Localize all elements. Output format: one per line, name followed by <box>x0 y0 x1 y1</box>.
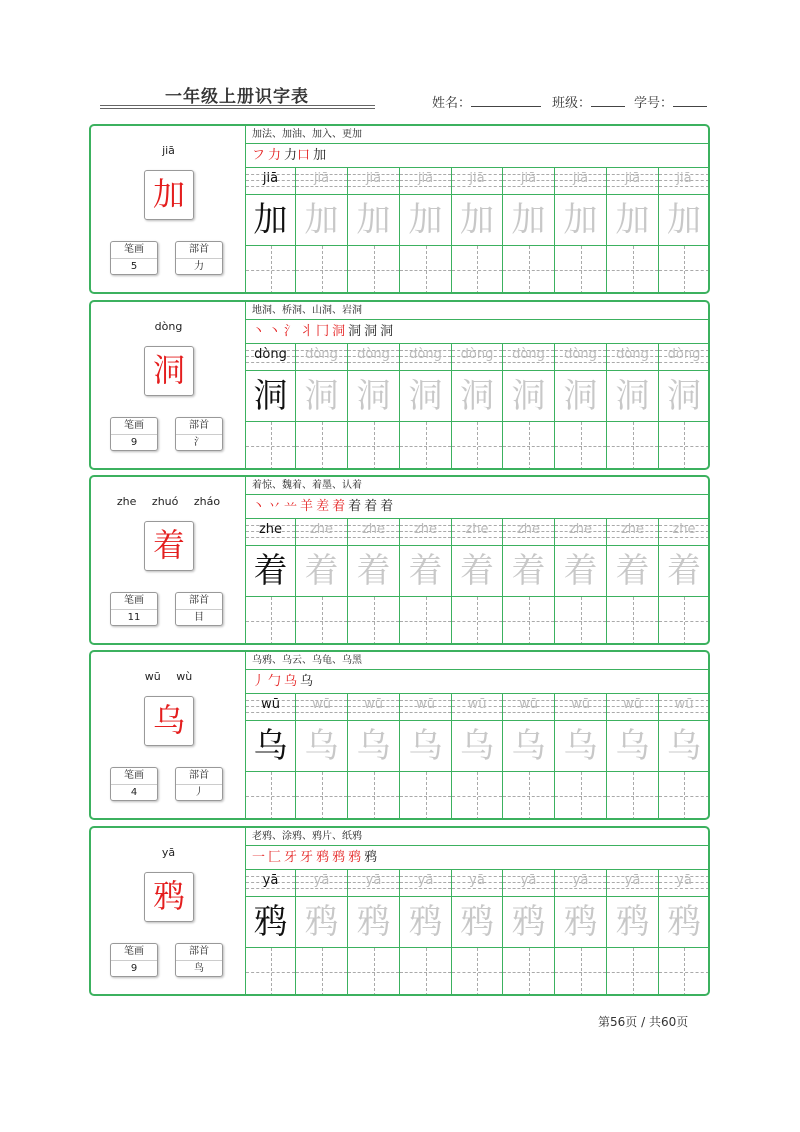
trace-cell[interactable]: 着 <box>555 546 607 596</box>
trace-cell[interactable]: 着 <box>607 546 659 596</box>
character-card <box>89 300 710 470</box>
practice-cell[interactable] <box>348 422 400 470</box>
stroke-order <box>246 144 710 168</box>
practice-cell[interactable] <box>503 772 555 820</box>
trace-cell[interactable]: 加 <box>452 195 503 245</box>
practice-cell[interactable] <box>555 422 607 470</box>
trace-cell[interactable]: 乌 <box>400 721 452 771</box>
stroke-step: フ <box>252 148 266 163</box>
char-info-panel <box>91 477 246 643</box>
practice-cell[interactable] <box>555 597 607 645</box>
trace-row <box>246 194 710 246</box>
trace-cell[interactable]: 洞 <box>400 371 452 421</box>
practice-cell[interactable] <box>296 772 348 820</box>
pinyin-cell[interactable]: wū <box>452 694 503 720</box>
practice-cell[interactable] <box>555 948 607 996</box>
radical-value: 目 <box>194 612 204 623</box>
character-card <box>89 826 710 996</box>
trace-cell[interactable]: 加 <box>400 195 452 245</box>
pinyin-cell[interactable]: yā <box>659 870 710 896</box>
trace-cell[interactable]: 鸦 <box>659 897 710 947</box>
id-field[interactable] <box>634 92 707 111</box>
pinyin-cell[interactable]: yā <box>555 870 607 896</box>
pinyin-cell[interactable]: jiā <box>452 168 503 194</box>
class-field[interactable] <box>552 92 625 111</box>
class-label: 班级： <box>552 96 592 111</box>
pinyin-cell[interactable]: wū <box>659 694 710 720</box>
trace-cell[interactable]: 鸦 <box>246 897 296 947</box>
stroke-step: 鸦 <box>316 850 330 865</box>
stroke-step: 匚 <box>268 850 282 865</box>
stroke-step: 着 <box>380 499 394 514</box>
name-field[interactable] <box>432 92 541 111</box>
trace-cell[interactable]: 着 <box>400 546 452 596</box>
practice-cell[interactable] <box>607 772 659 820</box>
pinyin-cell[interactable]: wū <box>348 694 400 720</box>
radical-value: 鸟 <box>194 963 204 974</box>
practice-grid <box>246 302 710 468</box>
character-card <box>89 124 710 294</box>
practice-row <box>246 772 710 820</box>
char-pinyin: wū wù <box>144 670 193 683</box>
stroke-count: 11 <box>127 612 141 623</box>
trace-cell[interactable]: 鸦 <box>400 897 452 947</box>
practice-cell[interactable] <box>607 948 659 996</box>
pinyin-row <box>246 344 710 370</box>
stroke-step: 丶 <box>252 499 266 514</box>
trace-cell[interactable]: 加 <box>607 195 659 245</box>
practice-cell[interactable] <box>400 422 452 470</box>
pinyin-cell[interactable]: jiā <box>503 168 555 194</box>
stroke-step: 乌 <box>300 674 314 689</box>
radical-label: 部首 <box>176 768 222 785</box>
pinyin-cell[interactable]: dòng <box>555 344 607 370</box>
trace-cell[interactable]: 着 <box>296 546 348 596</box>
trace-cell[interactable]: 加 <box>555 195 607 245</box>
pinyin-cell[interactable]: zhe <box>348 519 400 545</box>
practice-cell[interactable] <box>400 948 452 996</box>
practice-cell[interactable] <box>452 772 503 820</box>
trace-cell[interactable]: 加 <box>659 195 710 245</box>
stroke-step: 加 <box>313 148 327 163</box>
practice-cell[interactable] <box>400 246 452 294</box>
stroke-count: 5 <box>130 261 138 272</box>
practice-cell[interactable] <box>659 422 710 470</box>
trace-cell[interactable]: 洞 <box>503 371 555 421</box>
trace-cell[interactable]: 乌 <box>246 721 296 771</box>
stroke-step: 羊 <box>300 499 314 514</box>
stroke-count: 9 <box>130 963 138 974</box>
stroke-count-box <box>110 943 158 977</box>
pinyin-cell[interactable]: zhe <box>555 519 607 545</box>
stroke-step: 洞 <box>364 324 378 339</box>
stroke-step: 洞 <box>348 324 362 339</box>
practice-cell[interactable] <box>246 246 296 294</box>
practice-cell[interactable] <box>246 772 296 820</box>
stroke-step: 丶 <box>252 324 266 339</box>
char-info-panel <box>91 652 246 818</box>
stroke-count-box <box>110 417 158 451</box>
radical-value: 力 <box>194 261 204 272</box>
word-examples: 老鸦、涂鸦、鸦片、纸鸦 <box>246 828 710 846</box>
trace-cell[interactable]: 加 <box>503 195 555 245</box>
pinyin-cell[interactable]: zhe <box>296 519 348 545</box>
practice-cell[interactable] <box>348 772 400 820</box>
pinyin-cell[interactable]: wū <box>503 694 555 720</box>
stroke-label: 笔画 <box>111 242 157 259</box>
stroke-step: 洞 <box>380 324 394 339</box>
pinyin-cell[interactable]: zhe <box>246 519 296 545</box>
char-pinyin: dòng <box>154 320 183 333</box>
stroke-count: 9 <box>130 437 138 448</box>
trace-cell[interactable]: 着 <box>452 546 503 596</box>
trace-cell[interactable]: 鸦 <box>555 897 607 947</box>
trace-cell[interactable]: 洞 <box>348 371 400 421</box>
pinyin-cell[interactable]: dòng <box>607 344 659 370</box>
pinyin-row <box>246 870 710 896</box>
stroke-step: 丶 <box>268 324 282 339</box>
trace-cell[interactable]: 洞 <box>659 371 710 421</box>
stroke-step: 牙 <box>300 850 314 865</box>
trace-cell[interactable]: 乌 <box>348 721 400 771</box>
char-display: 加 <box>144 170 194 220</box>
practice-grid <box>246 652 710 818</box>
pinyin-cell[interactable]: jiā <box>400 168 452 194</box>
stroke-step: 着 <box>332 499 346 514</box>
pinyin-cell[interactable]: yā <box>296 870 348 896</box>
practice-cell[interactable] <box>607 597 659 645</box>
stroke-count: 4 <box>130 787 138 798</box>
trace-cell[interactable]: 鸦 <box>607 897 659 947</box>
pinyin-cell[interactable]: dòng <box>296 344 348 370</box>
pinyin-row <box>246 519 710 545</box>
pinyin-cell[interactable]: dòng <box>503 344 555 370</box>
stroke-step: 鸦 <box>332 850 346 865</box>
char-info-panel <box>91 126 246 292</box>
practice-row <box>246 597 710 645</box>
pinyin-cell[interactable]: dòng <box>246 344 296 370</box>
trace-cell[interactable]: 着 <box>503 546 555 596</box>
pinyin-cell[interactable]: zhe <box>607 519 659 545</box>
stroke-step: 牙 <box>284 850 298 865</box>
pinyin-cell[interactable]: dòng <box>452 344 503 370</box>
trace-cell[interactable]: 着 <box>659 546 710 596</box>
trace-row <box>246 896 710 948</box>
practice-cell[interactable] <box>659 246 710 294</box>
radical-label: 部首 <box>176 242 222 259</box>
trace-cell[interactable]: 洞 <box>452 371 503 421</box>
practice-cell[interactable] <box>296 246 348 294</box>
stroke-step: 丷 <box>268 499 282 514</box>
char-info-panel <box>91 302 246 468</box>
trace-row <box>246 720 710 772</box>
stroke-count-box <box>110 767 158 801</box>
trace-cell[interactable]: 乌 <box>503 721 555 771</box>
pinyin-cell[interactable]: zhe <box>452 519 503 545</box>
stroke-step: 力口 <box>284 148 311 163</box>
stroke-label: 笔画 <box>111 768 157 785</box>
practice-cell[interactable] <box>659 948 710 996</box>
practice-cell[interactable] <box>348 597 400 645</box>
char-display: 鸦 <box>144 872 194 922</box>
stroke-step: 冂 <box>316 324 330 339</box>
pinyin-row <box>246 694 710 720</box>
pinyin-cell[interactable]: yā <box>607 870 659 896</box>
pinyin-row <box>246 168 710 194</box>
radical-label: 部首 <box>176 418 222 435</box>
practice-cell[interactable] <box>503 948 555 996</box>
radical-box <box>175 241 223 275</box>
title-underline <box>100 105 375 106</box>
practice-cell[interactable] <box>503 597 555 645</box>
trace-cell[interactable]: 洞 <box>555 371 607 421</box>
practice-grid <box>246 828 710 994</box>
char-info-panel <box>91 828 246 994</box>
pinyin-cell[interactable]: yā <box>246 870 296 896</box>
trace-cell[interactable]: 乌 <box>659 721 710 771</box>
pinyin-cell[interactable]: jiā <box>659 168 710 194</box>
character-card <box>89 650 710 820</box>
stroke-step: 着 <box>364 499 378 514</box>
char-pinyin: jiā <box>162 144 175 157</box>
char-pinyin: zhe zhuó zháo <box>116 495 221 508</box>
pinyin-cell[interactable]: wū <box>246 694 296 720</box>
pinyin-cell[interactable]: zhe <box>659 519 710 545</box>
practice-cell[interactable] <box>607 246 659 294</box>
pinyin-cell[interactable]: yā <box>452 870 503 896</box>
trace-cell[interactable]: 加 <box>348 195 400 245</box>
radical-box <box>175 767 223 801</box>
practice-cell[interactable] <box>503 246 555 294</box>
char-pinyin: yā <box>161 846 176 859</box>
practice-cell[interactable] <box>246 948 296 996</box>
stroke-step: 乌 <box>284 674 298 689</box>
pinyin-cell[interactable]: dòng <box>659 344 710 370</box>
stroke-step: 着 <box>348 499 362 514</box>
stroke-label: 笔画 <box>111 944 157 961</box>
trace-cell[interactable]: 鸦 <box>348 897 400 947</box>
stroke-step: 丿 <box>252 674 266 689</box>
stroke-label: 笔画 <box>111 593 157 610</box>
page-title: 一年级上册识字表 <box>165 87 309 107</box>
stroke-step: 鸦 <box>348 850 362 865</box>
word-examples: 着惊、魏着、着墨、认着 <box>246 477 710 495</box>
practice-cell[interactable] <box>503 422 555 470</box>
trace-cell[interactable]: 乌 <box>296 721 348 771</box>
stroke-step: 差 <box>316 499 330 514</box>
stroke-order <box>246 670 710 694</box>
practice-cell[interactable] <box>246 422 296 470</box>
stroke-step: 鸦 <box>364 850 378 865</box>
practice-grid <box>246 477 710 643</box>
practice-cell[interactable] <box>452 948 503 996</box>
stroke-order <box>246 495 710 519</box>
trace-cell[interactable]: 乌 <box>555 721 607 771</box>
stroke-step: 勹 <box>268 674 282 689</box>
practice-cell[interactable] <box>555 246 607 294</box>
stroke-order <box>246 846 710 870</box>
stroke-count-box <box>110 592 158 626</box>
stroke-step: 洞 <box>332 324 346 339</box>
pinyin-cell[interactable]: wū <box>400 694 452 720</box>
pinyin-cell[interactable]: wū <box>555 694 607 720</box>
practice-cell[interactable] <box>400 772 452 820</box>
trace-cell[interactable]: 加 <box>246 195 296 245</box>
practice-cell[interactable] <box>452 422 503 470</box>
stroke-step: 一 <box>252 850 266 865</box>
radical-label: 部首 <box>176 593 222 610</box>
page-number: 第56页 / 共60页 <box>598 1015 689 1029</box>
practice-cell[interactable] <box>659 772 710 820</box>
radical-value: 丿 <box>194 787 204 798</box>
stroke-order <box>246 320 710 344</box>
practice-cell[interactable] <box>400 597 452 645</box>
stroke-count-box <box>110 241 158 275</box>
practice-row <box>246 246 710 294</box>
trace-cell[interactable]: 鸦 <box>296 897 348 947</box>
stroke-step: 丬 <box>300 324 314 339</box>
stroke-step: 力 <box>268 148 282 163</box>
trace-cell[interactable]: 乌 <box>607 721 659 771</box>
pinyin-cell[interactable]: wū <box>607 694 659 720</box>
pinyin-cell[interactable]: yā <box>348 870 400 896</box>
practice-cell[interactable] <box>348 246 400 294</box>
trace-row <box>246 370 710 422</box>
pinyin-cell[interactable]: wū <box>296 694 348 720</box>
radical-label: 部首 <box>176 944 222 961</box>
pinyin-cell[interactable]: yā <box>503 870 555 896</box>
trace-row <box>246 545 710 597</box>
practice-cell[interactable] <box>607 422 659 470</box>
stroke-step: 䒑 <box>284 499 298 514</box>
practice-cell[interactable] <box>452 597 503 645</box>
trace-cell[interactable]: 洞 <box>607 371 659 421</box>
trace-cell[interactable]: 乌 <box>452 721 503 771</box>
practice-grid <box>246 126 710 292</box>
trace-cell[interactable]: 鸦 <box>503 897 555 947</box>
stroke-label: 笔画 <box>111 418 157 435</box>
word-examples: 加法、加油、加入、更加 <box>246 126 710 144</box>
radical-box <box>175 592 223 626</box>
radical-value: 氵 <box>194 437 204 448</box>
pinyin-cell[interactable]: jiā <box>246 168 296 194</box>
word-examples: 乌鸦、乌云、乌龟、乌黑 <box>246 652 710 670</box>
practice-row <box>246 948 710 996</box>
trace-cell[interactable]: 着 <box>348 546 400 596</box>
practice-cell[interactable] <box>296 422 348 470</box>
char-display: 着 <box>144 521 194 571</box>
pinyin-cell[interactable]: zhe <box>400 519 452 545</box>
pinyin-cell[interactable]: jiā <box>296 168 348 194</box>
title-underline-2 <box>100 108 375 109</box>
practice-cell[interactable] <box>296 597 348 645</box>
radical-box <box>175 943 223 977</box>
pinyin-cell[interactable]: jiā <box>555 168 607 194</box>
practice-row <box>246 422 710 470</box>
trace-cell[interactable]: 着 <box>246 546 296 596</box>
radical-box <box>175 417 223 451</box>
char-display: 乌 <box>144 696 194 746</box>
name-label: 姓名： <box>432 96 472 111</box>
trace-cell[interactable]: 洞 <box>246 371 296 421</box>
character-card <box>89 475 710 645</box>
pinyin-cell[interactable]: zhe <box>503 519 555 545</box>
pinyin-cell[interactable]: dòng <box>400 344 452 370</box>
pinyin-cell[interactable]: jiā <box>348 168 400 194</box>
id-label: 学号： <box>634 96 674 111</box>
stroke-step: 氵 <box>284 324 298 339</box>
trace-cell[interactable]: 鸦 <box>452 897 503 947</box>
pinyin-cell[interactable]: yā <box>400 870 452 896</box>
practice-cell[interactable] <box>555 772 607 820</box>
char-display: 洞 <box>144 346 194 396</box>
trace-cell[interactable]: 加 <box>296 195 348 245</box>
word-examples: 地洞、桥洞、山洞、岩洞 <box>246 302 710 320</box>
practice-cell[interactable] <box>659 597 710 645</box>
practice-cell[interactable] <box>296 948 348 996</box>
practice-cell[interactable] <box>246 597 296 645</box>
trace-cell[interactable]: 洞 <box>296 371 348 421</box>
pinyin-cell[interactable]: jiā <box>607 168 659 194</box>
pinyin-cell[interactable]: dòng <box>348 344 400 370</box>
practice-cell[interactable] <box>348 948 400 996</box>
practice-cell[interactable] <box>452 246 503 294</box>
